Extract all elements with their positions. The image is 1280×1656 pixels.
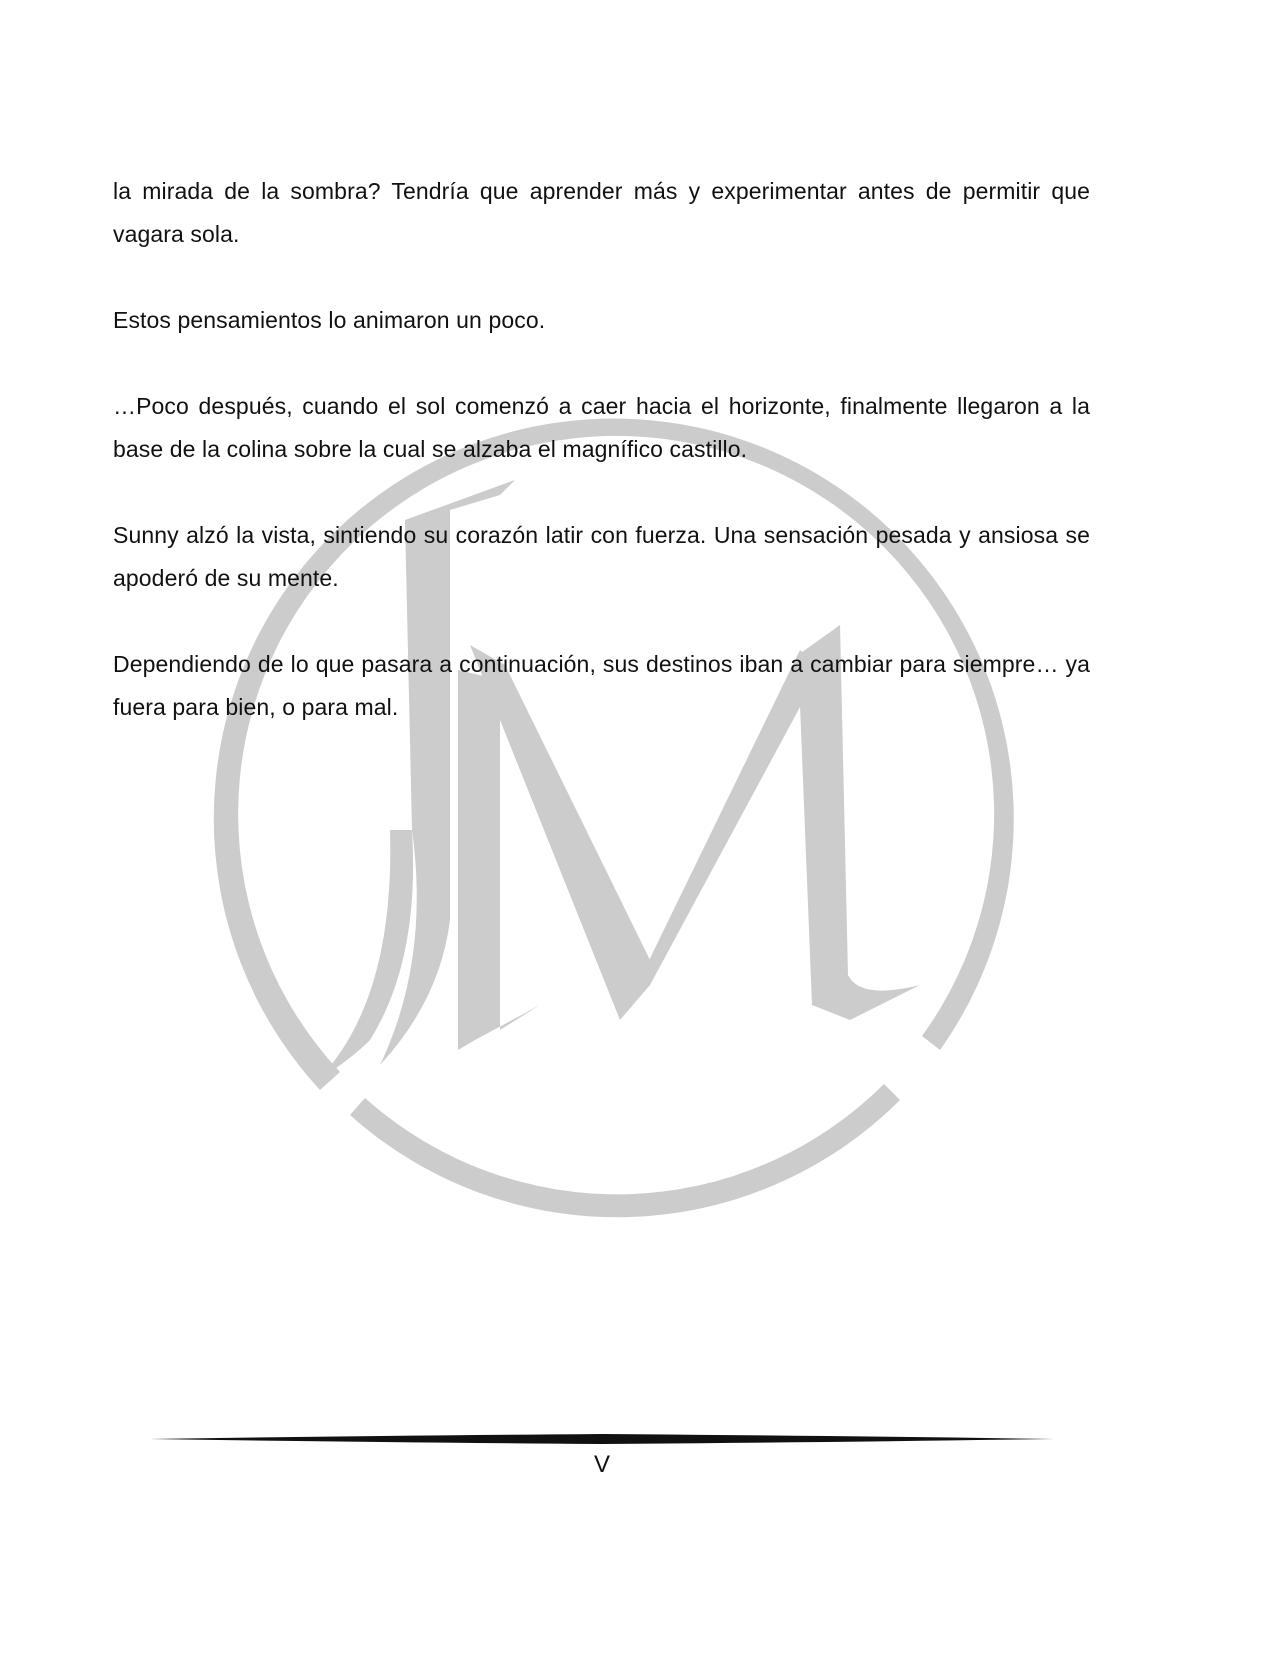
paragraph-2: Estos pensamientos lo animaron un poco.	[113, 307, 546, 333]
footer-divider	[150, 1433, 1054, 1445]
body-text	[113, 170, 1090, 772]
page-number: V	[593, 1451, 610, 1478]
paragraph-5: Dependiendo de lo que pasara a continuación, sus destinos iban a cambiar para siempre… ya fuera para bien, o para mal.	[113, 651, 1090, 720]
paragraph-3: …Poco después, cuando el sol comenzó a caer hacia el horizonte, finalmente llegaron a la base de la colina sobre la cual se alzaba el magnífico castillo.	[113, 393, 1090, 462]
paragraph-4: Sunny alzó la vista, sintiendo su corazón latir con fuerza. Una sensación pesada y ansiosa se apoderó de su mente.	[113, 522, 1090, 591]
paragraph-1: la mirada de la sombra? Tendría que aprender más y experimentar antes de permitir que vagara sola.	[113, 178, 1090, 247]
